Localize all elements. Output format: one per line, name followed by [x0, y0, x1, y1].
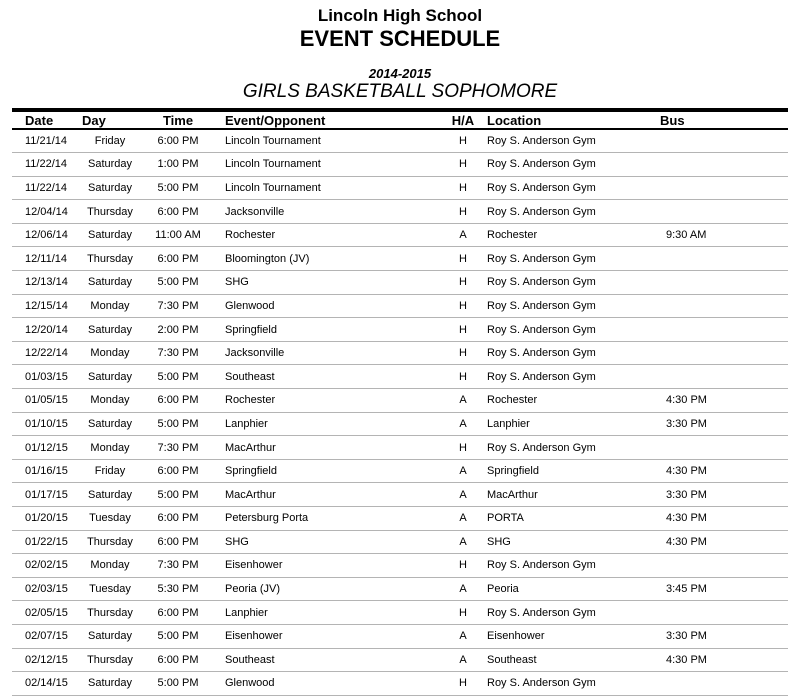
- cell-ha: H: [459, 441, 467, 454]
- table-row: [12, 365, 788, 389]
- cell-day: Monday: [90, 441, 130, 454]
- cell-loc: PORTA: [487, 512, 524, 525]
- cell-time: 6:00 PM: [157, 653, 199, 666]
- col-header-day: Day: [82, 112, 106, 128]
- cell-day: Thursday: [87, 606, 133, 619]
- cell-time: 6:00 PM: [157, 252, 199, 265]
- cell-ha: A: [459, 465, 467, 478]
- cell-date: 02/05/15: [25, 606, 68, 619]
- cell-ha: A: [459, 394, 467, 407]
- cell-day: Saturday: [87, 276, 133, 289]
- cell-day: Saturday: [87, 677, 133, 690]
- cell-date: 02/12/15: [25, 653, 68, 666]
- cell-event: Glenwood: [225, 299, 275, 312]
- cell-ha: A: [459, 535, 467, 548]
- cell-loc: Lanphier: [487, 417, 530, 430]
- cell-ha: H: [459, 181, 467, 194]
- cell-event: Lincoln Tournament: [225, 135, 321, 148]
- cell-bus: 4:30 PM: [666, 535, 707, 548]
- cell-loc: Eisenhower: [487, 630, 545, 643]
- col-header-event: Event/Opponent: [225, 112, 326, 128]
- cell-day: Saturday: [87, 370, 133, 383]
- cell-date: 12/06/14: [25, 229, 68, 242]
- cell-bus: [658, 200, 788, 224]
- cell-ha: H: [459, 205, 467, 218]
- table-row: [12, 200, 788, 224]
- cell-day: Thursday: [87, 653, 133, 666]
- cell-loc: Roy S. Anderson Gym: [487, 276, 596, 289]
- cell-event: Rochester: [225, 229, 276, 242]
- cell-event: Southeast: [225, 370, 275, 383]
- cell-time: 6:00 PM: [157, 606, 199, 619]
- table-row: [12, 318, 788, 342]
- cell-time: 6:00 PM: [157, 394, 199, 407]
- table-row: [12, 507, 788, 531]
- cell-loc: Rochester: [487, 394, 538, 407]
- cell-time: 7:30 PM: [157, 441, 199, 454]
- cell-loc: MacArthur: [487, 488, 538, 501]
- cell-time: 5:30 PM: [157, 583, 199, 596]
- cell-date: 01/05/15: [25, 394, 68, 407]
- cell-day: Monday: [90, 394, 130, 407]
- table-row: [12, 601, 788, 625]
- season-label: 2014-2015: [368, 66, 432, 81]
- table-body: [12, 129, 788, 695]
- cell-day: Monday: [90, 299, 130, 312]
- cell-event: Peoria (JV): [225, 583, 281, 596]
- cell-loc: Roy S. Anderson Gym: [487, 347, 596, 360]
- cell-loc: Roy S. Anderson Gym: [487, 441, 596, 454]
- cell-loc: Roy S. Anderson Gym: [487, 252, 596, 265]
- col-header-home-away: H/A: [451, 112, 475, 128]
- table-header-row: [12, 110, 788, 129]
- cell-loc: Roy S. Anderson Gym: [487, 606, 596, 619]
- cell-event: Southeast: [225, 653, 275, 666]
- cell-bus: 3:30 PM: [666, 630, 707, 643]
- cell-time: 5:00 PM: [157, 488, 199, 501]
- cell-bus: [658, 365, 788, 389]
- schedule-table: [12, 108, 788, 696]
- cell-day: Saturday: [87, 181, 133, 194]
- cell-event: Springfield: [225, 323, 277, 336]
- cell-loc: Roy S. Anderson Gym: [487, 559, 596, 572]
- col-header-date: Date: [25, 112, 54, 128]
- cell-event: Springfield: [225, 465, 277, 478]
- cell-ha: A: [459, 512, 467, 525]
- table-row: [12, 341, 788, 365]
- table-row: [12, 176, 788, 200]
- cell-time: 2:00 PM: [157, 323, 199, 336]
- cell-event: SHG: [225, 535, 249, 548]
- cell-date: 11/22/14: [25, 181, 68, 194]
- cell-date: 01/17/15: [25, 488, 68, 501]
- cell-date: 12/11/14: [25, 252, 68, 265]
- table-row: [12, 554, 788, 578]
- cell-day: Saturday: [87, 229, 133, 242]
- cell-loc: Roy S. Anderson Gym: [487, 677, 596, 690]
- cell-event: Glenwood: [225, 677, 275, 690]
- table-row: [12, 459, 788, 483]
- school-name: Lincoln High School: [317, 6, 483, 25]
- cell-time: 5:00 PM: [157, 181, 199, 194]
- cell-date: 12/20/14: [25, 323, 68, 336]
- table-row: [12, 389, 788, 413]
- table-row: [12, 247, 788, 271]
- cell-loc: Roy S. Anderson Gym: [487, 323, 596, 336]
- table-row: [12, 483, 788, 507]
- cell-day: Saturday: [87, 417, 133, 430]
- cell-bus: 3:30 PM: [666, 488, 707, 501]
- cell-time: 6:00 PM: [157, 465, 199, 478]
- cell-time: 5:00 PM: [157, 630, 199, 643]
- cell-event: MacArthur: [225, 488, 276, 501]
- cell-loc: Roy S. Anderson Gym: [487, 299, 596, 312]
- cell-date: 12/15/14: [25, 299, 68, 312]
- cell-date: 11/22/14: [25, 158, 68, 171]
- cell-bus: [658, 176, 788, 200]
- cell-date: 12/22/14: [25, 347, 68, 360]
- cell-time: 6:00 PM: [157, 535, 199, 548]
- cell-ha: A: [459, 583, 467, 596]
- cell-day: Thursday: [87, 535, 133, 548]
- cell-bus: 4:30 PM: [666, 653, 707, 666]
- cell-time: 6:00 PM: [157, 205, 199, 218]
- cell-bus: [658, 247, 788, 271]
- cell-day: Saturday: [87, 630, 133, 643]
- cell-time: 7:30 PM: [157, 347, 199, 360]
- cell-bus: 3:30 PM: [666, 417, 707, 430]
- cell-bus: [658, 129, 788, 153]
- col-header-location: Location: [487, 112, 542, 128]
- cell-event: Rochester: [225, 394, 276, 407]
- cell-bus: [658, 294, 788, 318]
- cell-time: 5:00 PM: [157, 276, 199, 289]
- table-row: [12, 530, 788, 554]
- cell-time: 5:00 PM: [157, 370, 199, 383]
- cell-ha: H: [459, 158, 467, 171]
- cell-ha: A: [459, 630, 467, 643]
- table-row: [12, 436, 788, 460]
- cell-time: 6:00 PM: [157, 512, 199, 525]
- cell-bus: [658, 318, 788, 342]
- cell-date: 01/10/15: [25, 417, 68, 430]
- cell-ha: H: [459, 252, 467, 265]
- cell-ha: H: [459, 606, 467, 619]
- cell-time: 5:00 PM: [157, 677, 199, 690]
- cell-event: Lincoln Tournament: [225, 181, 321, 194]
- cell-loc: Springfield: [487, 465, 539, 478]
- cell-bus: 9:30 AM: [666, 229, 707, 242]
- cell-bus: [658, 153, 788, 177]
- cell-bus: [658, 436, 788, 460]
- col-header-time: Time: [162, 112, 194, 128]
- table-row: [12, 624, 788, 648]
- cell-day: Saturday: [87, 158, 133, 171]
- cell-time: 7:30 PM: [157, 299, 199, 312]
- cell-time: 7:30 PM: [157, 559, 199, 572]
- cell-bus: 4:30 PM: [666, 394, 707, 407]
- cell-event: Petersburg Porta: [225, 512, 309, 525]
- cell-ha: H: [459, 323, 467, 336]
- cell-date: 11/21/14: [25, 135, 68, 148]
- cell-date: 01/22/15: [25, 535, 68, 548]
- cell-loc: Roy S. Anderson Gym: [487, 135, 596, 148]
- cell-loc: Roy S. Anderson Gym: [487, 158, 596, 171]
- cell-date: 02/14/15: [25, 677, 68, 690]
- cell-bus: [658, 554, 788, 578]
- cell-day: Tuesday: [89, 512, 131, 525]
- cell-ha: A: [459, 229, 467, 242]
- cell-bus: [658, 341, 788, 365]
- cell-ha: H: [459, 677, 467, 690]
- cell-loc: Rochester: [487, 229, 538, 242]
- cell-date: 01/03/15: [25, 370, 68, 383]
- cell-event: Jacksonville: [225, 205, 285, 218]
- document-title: EVENT SCHEDULE: [299, 26, 501, 51]
- cell-ha: H: [459, 370, 467, 383]
- cell-date: 02/03/15: [25, 583, 68, 596]
- cell-bus: [658, 271, 788, 295]
- cell-loc: Peoria: [487, 583, 519, 596]
- cell-ha: A: [459, 417, 467, 430]
- cell-loc: Southeast: [487, 653, 537, 666]
- cell-ha: A: [459, 488, 467, 501]
- cell-date: 01/12/15: [25, 441, 68, 454]
- table-row: [12, 648, 788, 672]
- table-row: [12, 271, 788, 295]
- cell-date: 01/16/15: [25, 465, 68, 478]
- cell-date: 12/04/14: [25, 205, 68, 218]
- cell-date: 12/13/14: [25, 276, 68, 289]
- cell-event: Lanphier: [225, 606, 268, 619]
- table-row: [12, 412, 788, 436]
- cell-day: Saturday: [87, 323, 133, 336]
- cell-day: Monday: [90, 347, 130, 360]
- cell-bus: 3:45 PM: [666, 583, 707, 596]
- cell-day: Thursday: [87, 205, 133, 218]
- table-row: [12, 672, 788, 696]
- cell-ha: H: [459, 276, 467, 289]
- cell-event: MacArthur: [225, 441, 276, 454]
- cell-time: 1:00 PM: [157, 158, 199, 171]
- cell-bus: [658, 672, 788, 696]
- cell-day: Tuesday: [89, 583, 131, 596]
- cell-day: Thursday: [87, 252, 133, 265]
- cell-ha: A: [459, 653, 467, 666]
- cell-bus: [658, 601, 788, 625]
- cell-bus: 4:30 PM: [666, 465, 707, 478]
- cell-loc: Roy S. Anderson Gym: [487, 181, 596, 194]
- cell-loc: Roy S. Anderson Gym: [487, 205, 596, 218]
- cell-event: Eisenhower: [225, 630, 283, 643]
- cell-event: Bloomington (JV): [225, 252, 310, 265]
- cell-time: 11:00 AM: [155, 229, 201, 242]
- cell-time: 5:00 PM: [157, 417, 199, 430]
- cell-event: SHG: [225, 276, 249, 289]
- cell-event: Lanphier: [225, 417, 268, 430]
- table-row: [12, 577, 788, 601]
- cell-day: Friday: [94, 135, 126, 148]
- col-header-bus: Bus: [660, 112, 685, 128]
- cell-bus: 4:30 PM: [666, 512, 707, 525]
- table-row: [12, 294, 788, 318]
- cell-event: Jacksonville: [225, 347, 285, 360]
- cell-date: 01/20/15: [25, 512, 68, 525]
- cell-date: 02/07/15: [25, 630, 68, 643]
- cell-day: Friday: [94, 465, 126, 478]
- table-row: [12, 223, 788, 247]
- cell-loc: SHG: [487, 535, 511, 548]
- cell-event: Eisenhower: [225, 559, 283, 572]
- cell-day: Monday: [90, 559, 130, 572]
- cell-ha: H: [459, 135, 467, 148]
- table-row: [12, 153, 788, 177]
- cell-ha: H: [459, 347, 467, 360]
- cell-ha: H: [459, 299, 467, 312]
- cell-loc: Roy S. Anderson Gym: [487, 370, 596, 383]
- table-row: [12, 129, 788, 153]
- cell-day: Saturday: [87, 488, 133, 501]
- cell-date: 02/02/15: [25, 559, 68, 572]
- team-subtitle: GIRLS BASKETBALL SOPHOMORE: [242, 81, 558, 102]
- cell-time: 6:00 PM: [157, 135, 199, 148]
- cell-event: Lincoln Tournament: [225, 158, 321, 171]
- cell-ha: H: [459, 559, 467, 572]
